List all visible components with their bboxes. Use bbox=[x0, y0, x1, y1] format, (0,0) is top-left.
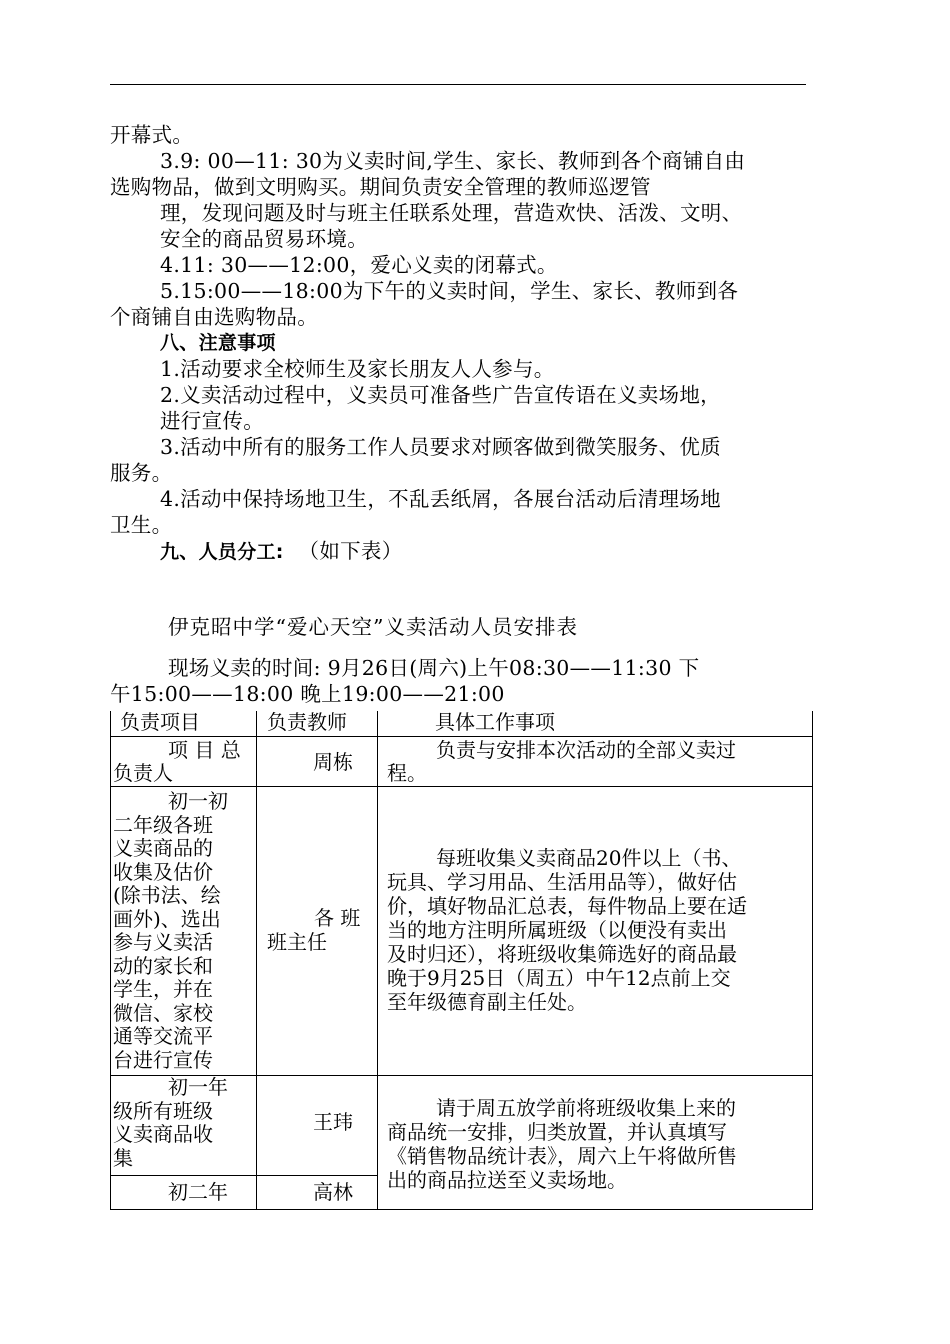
row3-task: 请于周五放学前将班级收集上来的 bbox=[436, 1096, 736, 1120]
row3-item: 级所有班级 bbox=[113, 1098, 213, 1123]
row2-item: 微信、家校 bbox=[113, 1000, 213, 1025]
row2-task: 玩具、学习用品、生活用品等），做好估 bbox=[387, 870, 737, 894]
row4-teacher: 高林 bbox=[313, 1180, 353, 1204]
table-border bbox=[110, 736, 813, 737]
body-line: 服务。 bbox=[110, 461, 173, 485]
section9-line bbox=[160, 538, 403, 565]
row3-item: 集 bbox=[113, 1145, 133, 1170]
row3-teacher: 王玮 bbox=[313, 1110, 353, 1134]
row2-item: 义卖商品的 bbox=[113, 836, 213, 860]
row2-item: 参与义卖活 bbox=[113, 930, 213, 954]
header-task: 具体工作事项 bbox=[435, 710, 555, 734]
row2-item: 收集及估价 bbox=[113, 859, 213, 884]
staff-table bbox=[110, 711, 813, 1209]
body-line: 进行宣传。 bbox=[160, 409, 264, 433]
table-border bbox=[110, 786, 813, 787]
body-line: 3.活动中所有的服务工作人员要求对顾客做到微笑服务、优质 bbox=[160, 435, 721, 459]
row2-item: 画外)、选出 bbox=[113, 906, 221, 931]
row2-task: 晚于9月25日（周五）中午12点前上交 bbox=[387, 966, 731, 990]
time-line: 现场义卖的时间: 9月26日(周六)上午08:30——11:30 下 bbox=[168, 656, 700, 680]
body-line: 4.活动中保持场地卫生，不乱丢纸屑，各展台活动后清理场地 bbox=[160, 487, 721, 511]
section9-note: （如下表） bbox=[298, 539, 403, 563]
header-item: 负责项目 bbox=[120, 710, 200, 734]
body-line: 卫生。 bbox=[110, 513, 173, 537]
row2-item: (除书法、绘 bbox=[113, 883, 221, 907]
body-line: 5.15:00——18:00为下午的义卖时间，学生、家长、教师到各 bbox=[160, 279, 739, 303]
row2-task: 及时归还），将班级收集筛选好的商品最 bbox=[387, 942, 737, 966]
row2-item: 通等交流平 bbox=[113, 1024, 213, 1048]
row2-item: 台进行宣传 bbox=[113, 1047, 213, 1072]
row1-task: 负责与安排本次活动的全部义卖过 bbox=[436, 738, 736, 762]
header-teacher: 负责教师 bbox=[267, 710, 347, 734]
body-line: 个商铺自由选购物品。 bbox=[110, 305, 318, 329]
body-line: 4.11: 30——12:00，爱心义卖的闭幕式。 bbox=[160, 253, 558, 277]
body-line: 1.活动要求全校师生及家长朋友人人参与。 bbox=[160, 357, 555, 381]
row3-item: 初一年 bbox=[168, 1075, 228, 1099]
table-border bbox=[110, 1209, 813, 1210]
row2-teacher: 班主任 bbox=[267, 929, 327, 954]
row3-task: 商品统一安排，归类放置，并认真填写 bbox=[387, 1120, 727, 1144]
row2-task: 当的地方注明所属班级（以便没有卖出 bbox=[387, 918, 727, 942]
row1-item: 负责人 bbox=[113, 761, 173, 785]
row2-item: 二年级各班 bbox=[113, 812, 213, 837]
row2-teacher: 各 班 bbox=[314, 906, 361, 930]
body-line: 理，发现问题及时与班主任联系处理，营造欢快、活泼、文明、 bbox=[160, 201, 743, 225]
row4-item: 初二年 bbox=[168, 1180, 228, 1204]
body-line: 2.义卖活动过程中，义卖员可准备些广告宣传语在义卖场地， bbox=[160, 383, 721, 407]
body-line: 选购物品，做到文明购买。期间负责安全管理的教师巡逻管 bbox=[110, 175, 651, 199]
row3-task: 出的商品拉送至义卖场地。 bbox=[387, 1168, 627, 1192]
row2-task: 每班收集义卖商品20件以上（书、 bbox=[436, 846, 742, 870]
row2-item: 初一初 bbox=[168, 789, 228, 813]
row2-item: 动的家长和 bbox=[113, 953, 213, 978]
row2-task: 至年级德育副主任处。 bbox=[387, 990, 587, 1014]
row1-item: 项 目 总 bbox=[168, 738, 241, 762]
row3-task: 《销售物品统计表》，周六上午将做所售 bbox=[387, 1144, 737, 1168]
body-line: 安全的商品贸易环境。 bbox=[160, 227, 368, 251]
row3-item: 义卖商品收 bbox=[113, 1122, 213, 1146]
row2-task: 价，填好物品汇总表，每件物品上要在适 bbox=[387, 894, 747, 918]
table-title: 伊克昭中学“爱心天空”义卖活动人员安排表 bbox=[168, 615, 578, 639]
row1-task: 程。 bbox=[387, 761, 427, 785]
time-line: 午15:00——18:00 晚上19:00——21:00 bbox=[110, 682, 505, 706]
body-line: 开幕式。 bbox=[110, 123, 194, 147]
table-border bbox=[110, 1175, 378, 1176]
header-rule bbox=[110, 84, 806, 85]
body-line: 3.9: 00—11: 30为义卖时间,学生、家长、教师到各个商铺自由 bbox=[160, 149, 746, 173]
section-heading: 八、注意事项 bbox=[160, 332, 276, 354]
section9-heading: 九、人员分工: bbox=[160, 541, 284, 563]
row2-item: 学生，并在 bbox=[113, 977, 213, 1001]
row1-teacher: 周栋 bbox=[313, 750, 353, 774]
